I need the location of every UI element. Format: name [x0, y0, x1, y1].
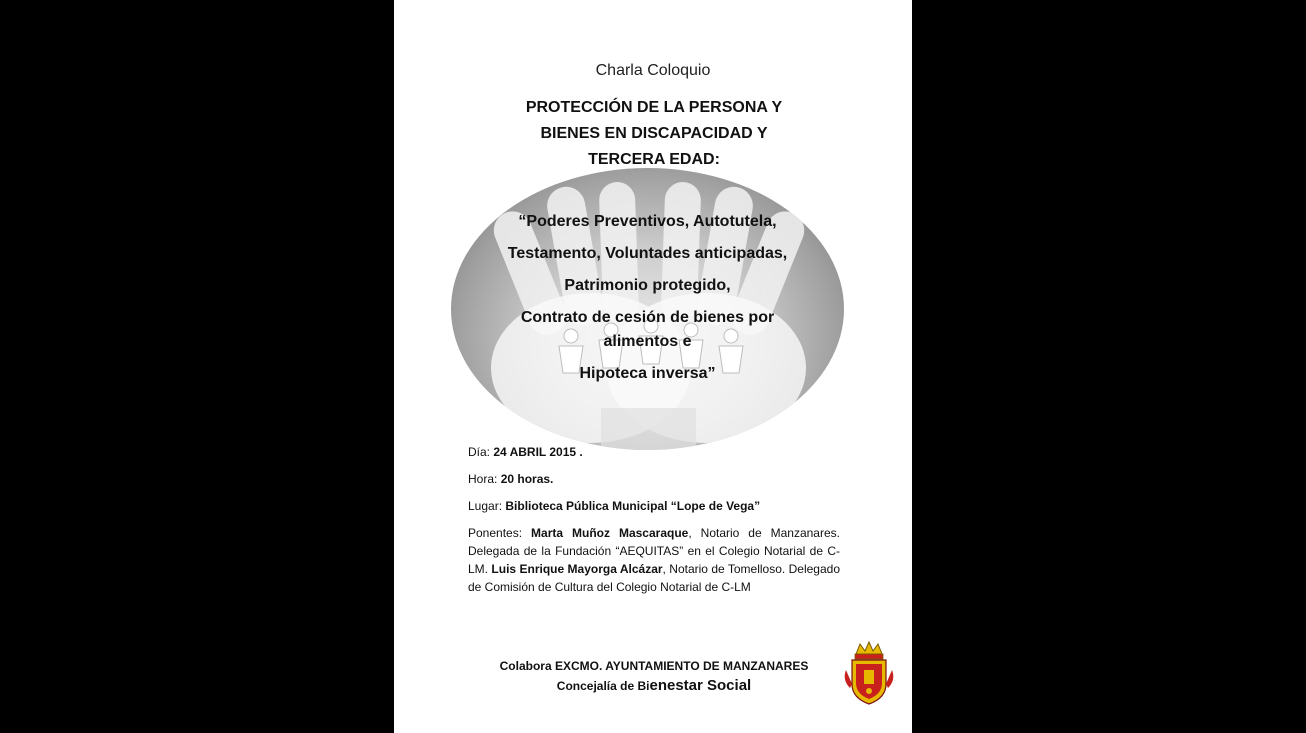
- speaker-2-description: , Notario de Tomelloso. Delegado de Comisión de Cultura del Colegio Notarial de C-LM: [468, 562, 841, 594]
- topic-item: Testamento, Voluntades anticipadas,: [507, 245, 788, 262]
- place-label: Lugar:: [468, 499, 503, 513]
- poster-page: [394, 0, 912, 733]
- event-speakers: [468, 524, 840, 596]
- event-day: [468, 443, 840, 461]
- topic-item: Patrimonio protegido,: [564, 277, 731, 294]
- speaker-2-name: Luis Enrique Mayorga Alcázar: [491, 562, 663, 576]
- place-value: Biblioteca Pública Municipal “Lope de Vega”: [505, 499, 761, 513]
- title-line: BIENES EN DISCAPACIDAD Y: [540, 125, 768, 142]
- event-title: [454, 95, 854, 173]
- topic-item: Hipoteca inversa”: [579, 365, 716, 382]
- sponsor-footer: [454, 656, 854, 696]
- speaker-1-name: Marta Muñoz Mascaraque: [531, 526, 689, 540]
- municipal-crest-icon: [842, 640, 896, 708]
- event-type: Charla Coloquio: [595, 62, 711, 79]
- day-value: 24 ABRIL 2015 .: [493, 445, 583, 459]
- topic-item: “Poderes Preventivos, Autotutela,: [518, 213, 777, 230]
- department-line: [454, 676, 854, 696]
- speakers-label: Ponentes:: [468, 526, 523, 540]
- sponsor-line: Colabora EXCMO. AYUNTAMIENTO DE MANZANARES: [499, 659, 809, 673]
- event-place: [468, 497, 840, 515]
- title-line: TERCERA EDAD:: [588, 151, 720, 168]
- topic-item: alimentos e: [603, 333, 692, 350]
- day-label: Día:: [468, 445, 491, 459]
- event-time: [468, 470, 840, 488]
- department-prefix: Concejalía de Bi: [556, 679, 650, 693]
- department-suffix: enestar Social: [649, 677, 752, 694]
- topics-list: [451, 210, 844, 386]
- time-label: Hora:: [468, 472, 498, 486]
- topic-item: Contrato de cesión de bienes por: [520, 309, 775, 326]
- speaker-1-description: , Notario de Manzanares. Delegada de la Fundación “AEQUITAS” en el Colegio Notarial de C-LM.: [468, 526, 840, 576]
- time-value: 20 horas.: [500, 472, 554, 486]
- title-line: PROTECCIÓN DE LA PERSONA Y: [525, 99, 783, 116]
